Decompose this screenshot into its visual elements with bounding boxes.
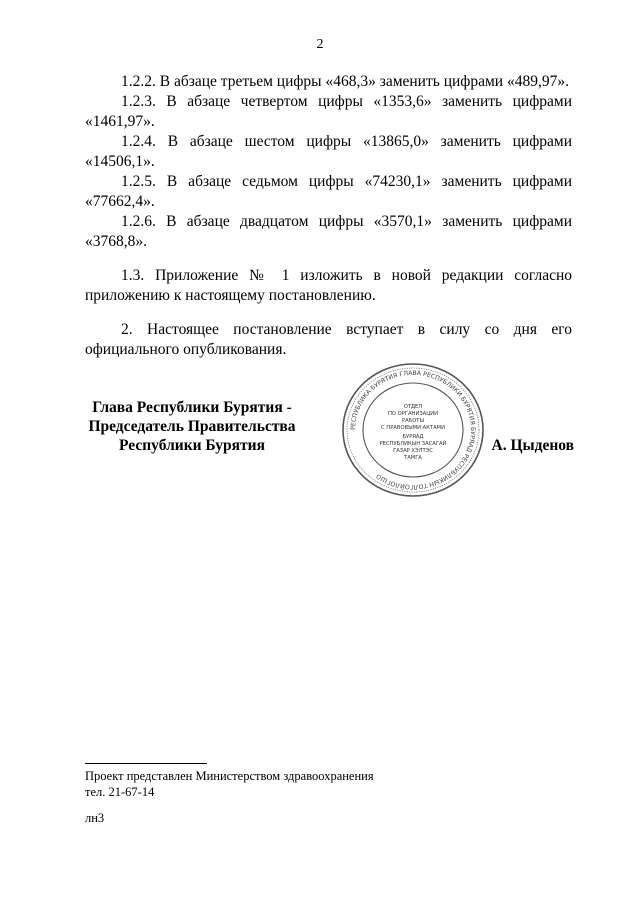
document-body [85,72,572,360]
official-seal [340,362,486,498]
footnote-phone: тел. 21-67-14 [85,785,155,799]
footnote-submitted-by: Проект представлен Министерством здравоохранения [85,769,374,783]
footnote-code: лн3 [85,811,105,825]
seal-inner-line-1: ОТДЕЛ [403,404,423,410]
seal-inner-line-4: С ПРАВОВЫМИ АКТАМИ [381,425,445,431]
seal-graphic [340,362,486,498]
signatory-position-line-3: Республики Бурятия [119,437,265,454]
seal-inner-line-7: ГАЗАР ХЭЛТЭС [393,448,433,454]
signatory-name: А. Цыденов [491,437,574,454]
signatory-position [84,398,300,455]
seal-outer-text: РЕСПУБЛИКА БУРЯТИЯ ГЛАВА РЕСПУБЛИКИ БУРЯТИЯ БУРЯАД РЕСПУБЛИКЫН ТОЛГОЙЛОГШО [349,369,477,491]
seal-inner-line-8: ТАМГА [404,455,422,461]
seal-inner-line-5: БУРЯАД [402,434,424,440]
paragraph-1-3: 1.3. Приложение № 1 изложить в новой редакции согласно приложению к настоящему постановлению. [85,267,572,304]
paragraph-1-2-3: 1.2.3. В абзаце четвертом цифры «1353,6» заменить цифрами «1461,97». [85,93,572,130]
seal-inner-line-3: РАБОТЫ [401,418,425,424]
paragraph-1-2-4: 1.2.4. В абзаце шестом цифры «13865,0» заменить цифрами «14506,1». [85,133,572,170]
paragraph-2: 2. Настоящее постановление вступает в силу со дня его официального опубликования. [85,321,572,358]
page-number: 2 [316,37,324,52]
seal-inner-line-6: РЕСПУБЛИКЫН ЗАСАГАЙ [379,441,447,447]
seal-inner-line-2: ПО ОРГАНИЗАЦИИ [387,411,439,417]
signatory-position-line-2: Председатель Правительства [88,418,296,435]
signatory-position-line-1: Глава Республики Бурятия - [92,399,292,416]
paragraph-1-2-5: 1.2.5. В абзаце седьмом цифры «74230,1» заменить цифрами «77662,4». [85,173,572,210]
footnote-divider [85,763,207,764]
footnote [85,768,374,826]
paragraph-1-2-2: 1.2.2. В абзаце третьем цифры «468,3» заменить цифрами «489,97». [121,73,569,90]
paragraph-1-2-6: 1.2.6. В абзаце двадцатом цифры «3570,1» заменить цифрами «3768,8». [85,213,572,250]
